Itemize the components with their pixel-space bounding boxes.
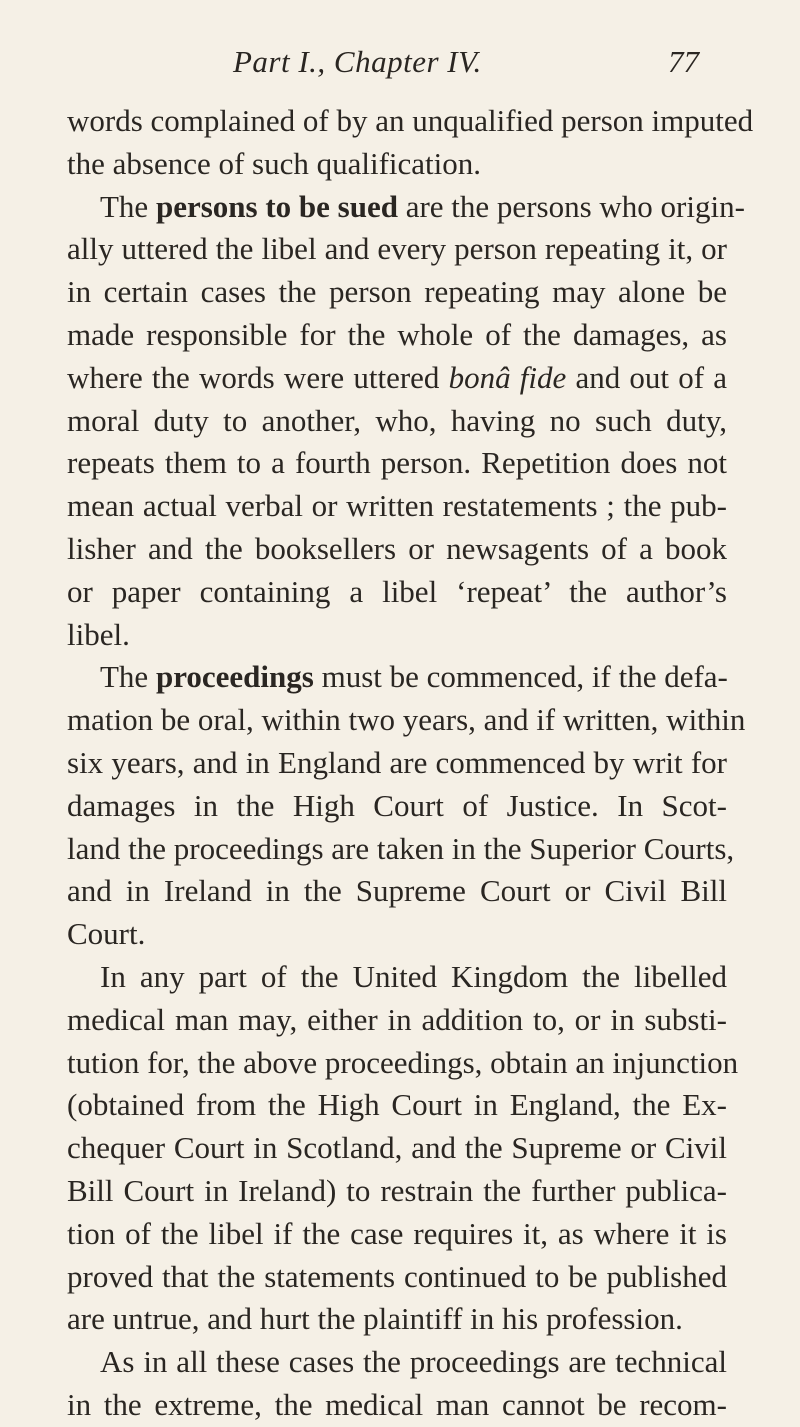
text-line: tution for, the above proceedings, obtain an injunction	[67, 1044, 739, 1080]
text-line: in the extreme, the medical man cannot be recom-	[67, 1386, 727, 1422]
text-run: where the words were uttered	[67, 359, 449, 395]
text-line: made responsible for the whole of the damages, as	[67, 316, 727, 352]
italic-run: bonâ fide	[448, 359, 567, 395]
page-number: 77	[668, 44, 699, 79]
text-line: (obtained from the High Court in England, the Ex-	[67, 1087, 727, 1123]
running-head	[0, 44, 800, 84]
text-line: six years, and in England are commenced by writ for	[67, 744, 727, 780]
text-line: chequer Court in Scotland, and the Supreme or Civil	[67, 1130, 727, 1166]
text-line: repeats them to a fourth person. Repetition does not	[67, 445, 727, 481]
text-run: The	[100, 188, 156, 224]
text-run: are the persons who origin-	[397, 188, 745, 224]
text-line: Court.	[67, 916, 146, 952]
text-run: The	[100, 659, 156, 695]
text-line: proved that the statements continued to be published	[67, 1258, 727, 1294]
text-line: the absence of such qualification.	[67, 145, 482, 181]
text-line	[67, 357, 727, 400]
text-run: must be commenced, if the defa-	[313, 659, 728, 695]
text-line: libel.	[67, 616, 130, 652]
bold-run: persons to be sued	[155, 188, 398, 224]
text-line: lisher and the booksellers or newsagents of a book	[67, 530, 727, 566]
text-line: medical man may, either in addition to, or in substi-	[67, 1001, 727, 1037]
text-line: are untrue, and hurt the plaintiff in his profession.	[67, 1301, 683, 1337]
text-line: moral duty to another, who, having no such duty,	[67, 402, 727, 438]
text-line: ally uttered the libel and every person repeating it, or	[67, 231, 727, 267]
text-line: and in Ireland in the Supreme Court or Civil Bill	[67, 873, 727, 909]
text-line: land the proceedings are taken in the Superior Courts,	[67, 830, 735, 866]
text-line: Bill Court in Ireland) to restrain the further publica-	[67, 1172, 727, 1208]
text-line: damages in the High Court of Justice. In Scot-	[67, 787, 727, 823]
running-title: Part I., Chapter IV.	[233, 44, 482, 79]
bold-run: proceedings	[155, 659, 314, 695]
text-line: or paper containing a libel ‘repeat’ the author’s	[67, 573, 727, 609]
text-line	[67, 186, 745, 229]
text-line: words complained of by an unqualified person imputed	[67, 103, 754, 138]
text-line: mean actual verbal or written restatements ; the pub-	[67, 488, 727, 524]
body-text	[67, 100, 754, 1427]
text-run: and out of a	[566, 359, 727, 395]
text-line: tion of the libel if the case requires it, as where it is	[67, 1215, 727, 1251]
text-line: As in all these cases the proceedings are technical	[100, 1344, 727, 1380]
text-line: in certain cases the person repeating may alone be	[67, 274, 727, 310]
text-line: mation be oral, within two years, and if written, within	[67, 702, 746, 738]
text-line	[67, 656, 727, 699]
text-line: In any part of the United Kingdom the libelled	[100, 958, 727, 994]
